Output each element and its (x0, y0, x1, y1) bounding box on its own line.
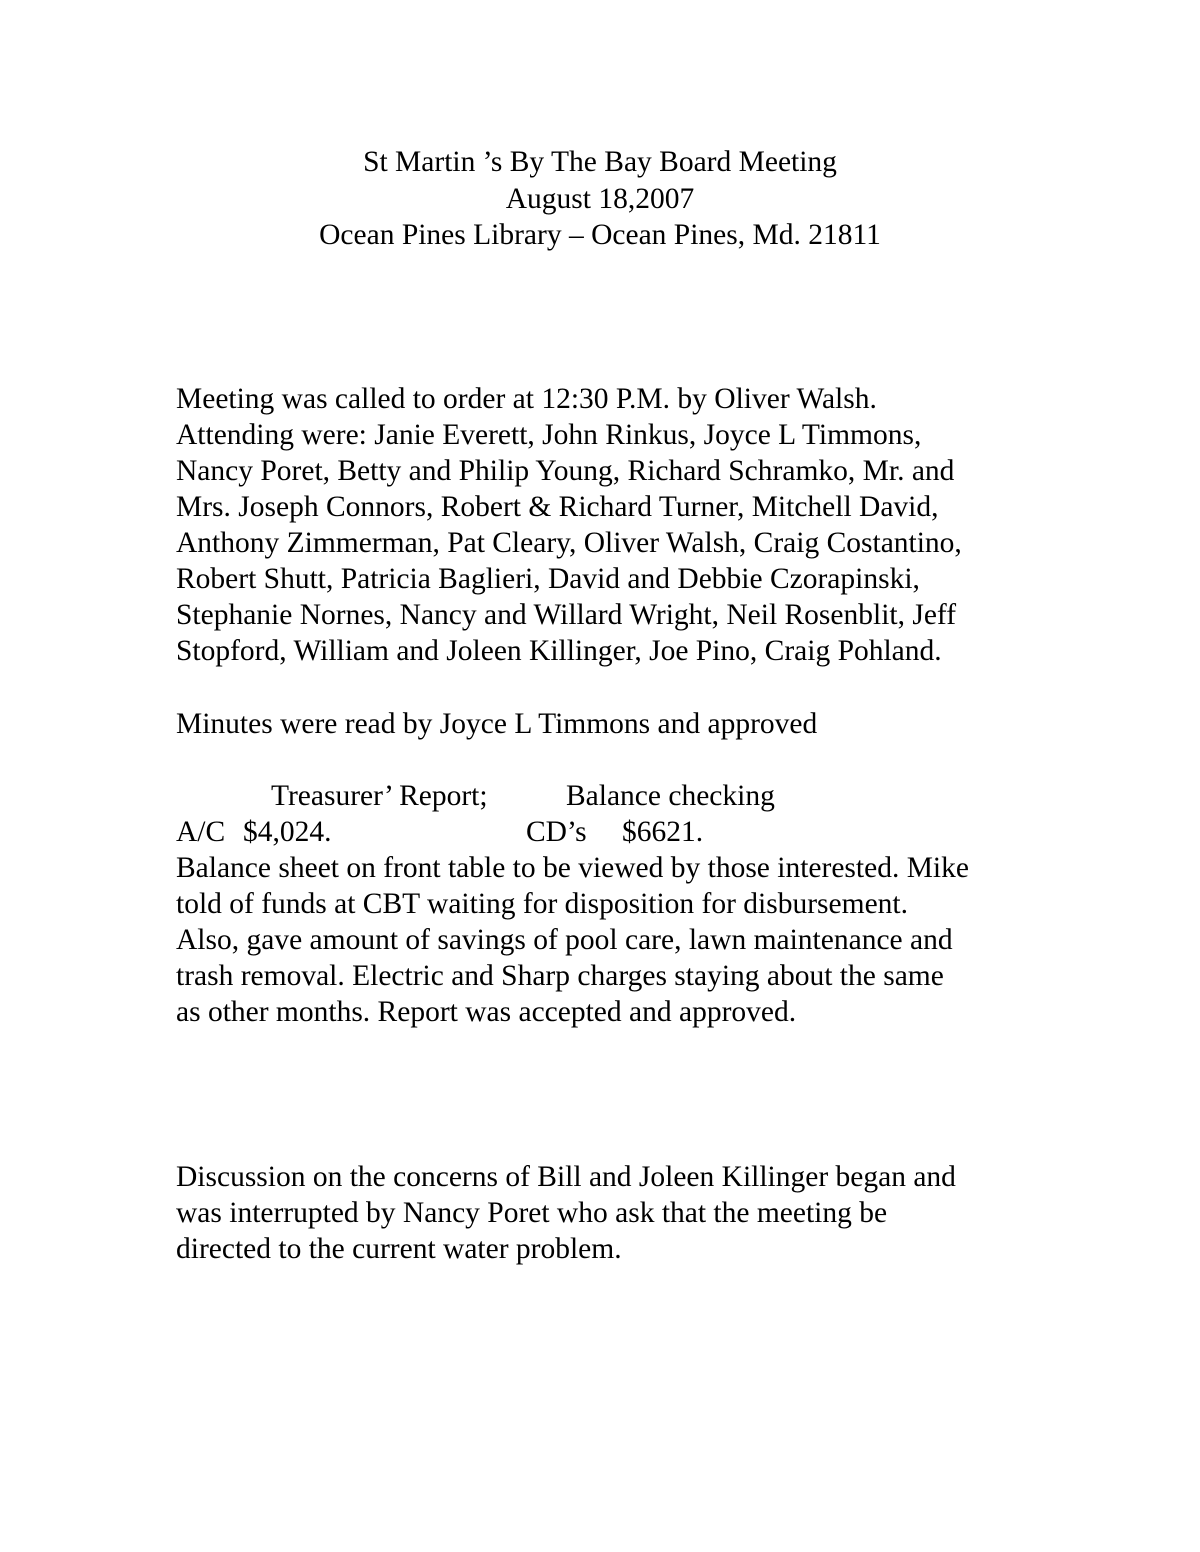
minutes-paragraph (176, 706, 1056, 742)
meeting-location: Ocean Pines Library – Ocean Pines, Md. 21811 (319, 219, 881, 251)
cd-label: CD’s (526, 816, 587, 848)
discussion-line: directed to the current water problem. (176, 1233, 622, 1265)
attendance-line: Anthony Zimmerman, Pat Cleary, Oliver Walsh, Craig Costantino, (176, 527, 962, 559)
attendance-line: Mrs. Joseph Connors, Robert & Richard Turner, Mitchell David, (176, 491, 939, 523)
balance-checking-label: Balance checking (566, 780, 775, 812)
attendance-line: Nancy Poret, Betty and Philip Young, Richard Schramko, Mr. and (176, 455, 955, 487)
treasurer-line: told of funds at CBT waiting for disposition for disbursement. (176, 888, 908, 920)
minutes-line: Minutes were read by Joyce L Timmons and approved (176, 708, 818, 740)
treasurer-line: as other months. Report was accepted and approved. (176, 996, 797, 1028)
treasurer-heading-row (176, 778, 1056, 814)
attendance-line: Meeting was called to order at 12:30 P.M. by Oliver Walsh. (176, 383, 877, 415)
ac-label: A/C (176, 816, 226, 848)
attendance-line: Robert Shutt, Patricia Baglieri, David and Debbie Czorapinski, (176, 563, 920, 595)
treasurer-line: Balance sheet on front table to be viewed by those interested. Mike (176, 852, 969, 884)
cd-value: $6621. (622, 816, 704, 848)
discussion-paragraph (176, 1159, 1056, 1267)
attendance-line: Attending were: Janie Everett, John Rinkus, Joyce L Timmons, (176, 419, 922, 451)
treasurer-line: Also, gave amount of savings of pool care, lawn maintenance and (176, 924, 953, 956)
discussion-line: Discussion on the concerns of Bill and Joleen Killinger began and (176, 1161, 956, 1193)
treasurer-report-label: Treasurer’ Report; (271, 780, 488, 812)
meeting-date: August 18,2007 (505, 182, 695, 215)
attendance-line: Stopford, William and Joleen Killinger, Joe Pino, Craig Pohland. (176, 635, 942, 667)
treasurer-values-row (176, 814, 1056, 850)
meeting-title: St Martin ’s By The Bay Board Meeting (363, 146, 837, 178)
document-header (0, 144, 1200, 254)
attendance-paragraph (176, 381, 1056, 669)
ac-value: $4,024. (243, 816, 332, 848)
treasurer-line: trash removal. Electric and Sharp charges staying about the same (176, 960, 944, 992)
discussion-line: was interrupted by Nancy Poret who ask that the meeting be (176, 1197, 888, 1229)
attendance-line: Stephanie Nornes, Nancy and Willard Wright, Neil Rosenblit, Jeff (176, 599, 957, 631)
treasurer-report (176, 778, 1056, 1030)
